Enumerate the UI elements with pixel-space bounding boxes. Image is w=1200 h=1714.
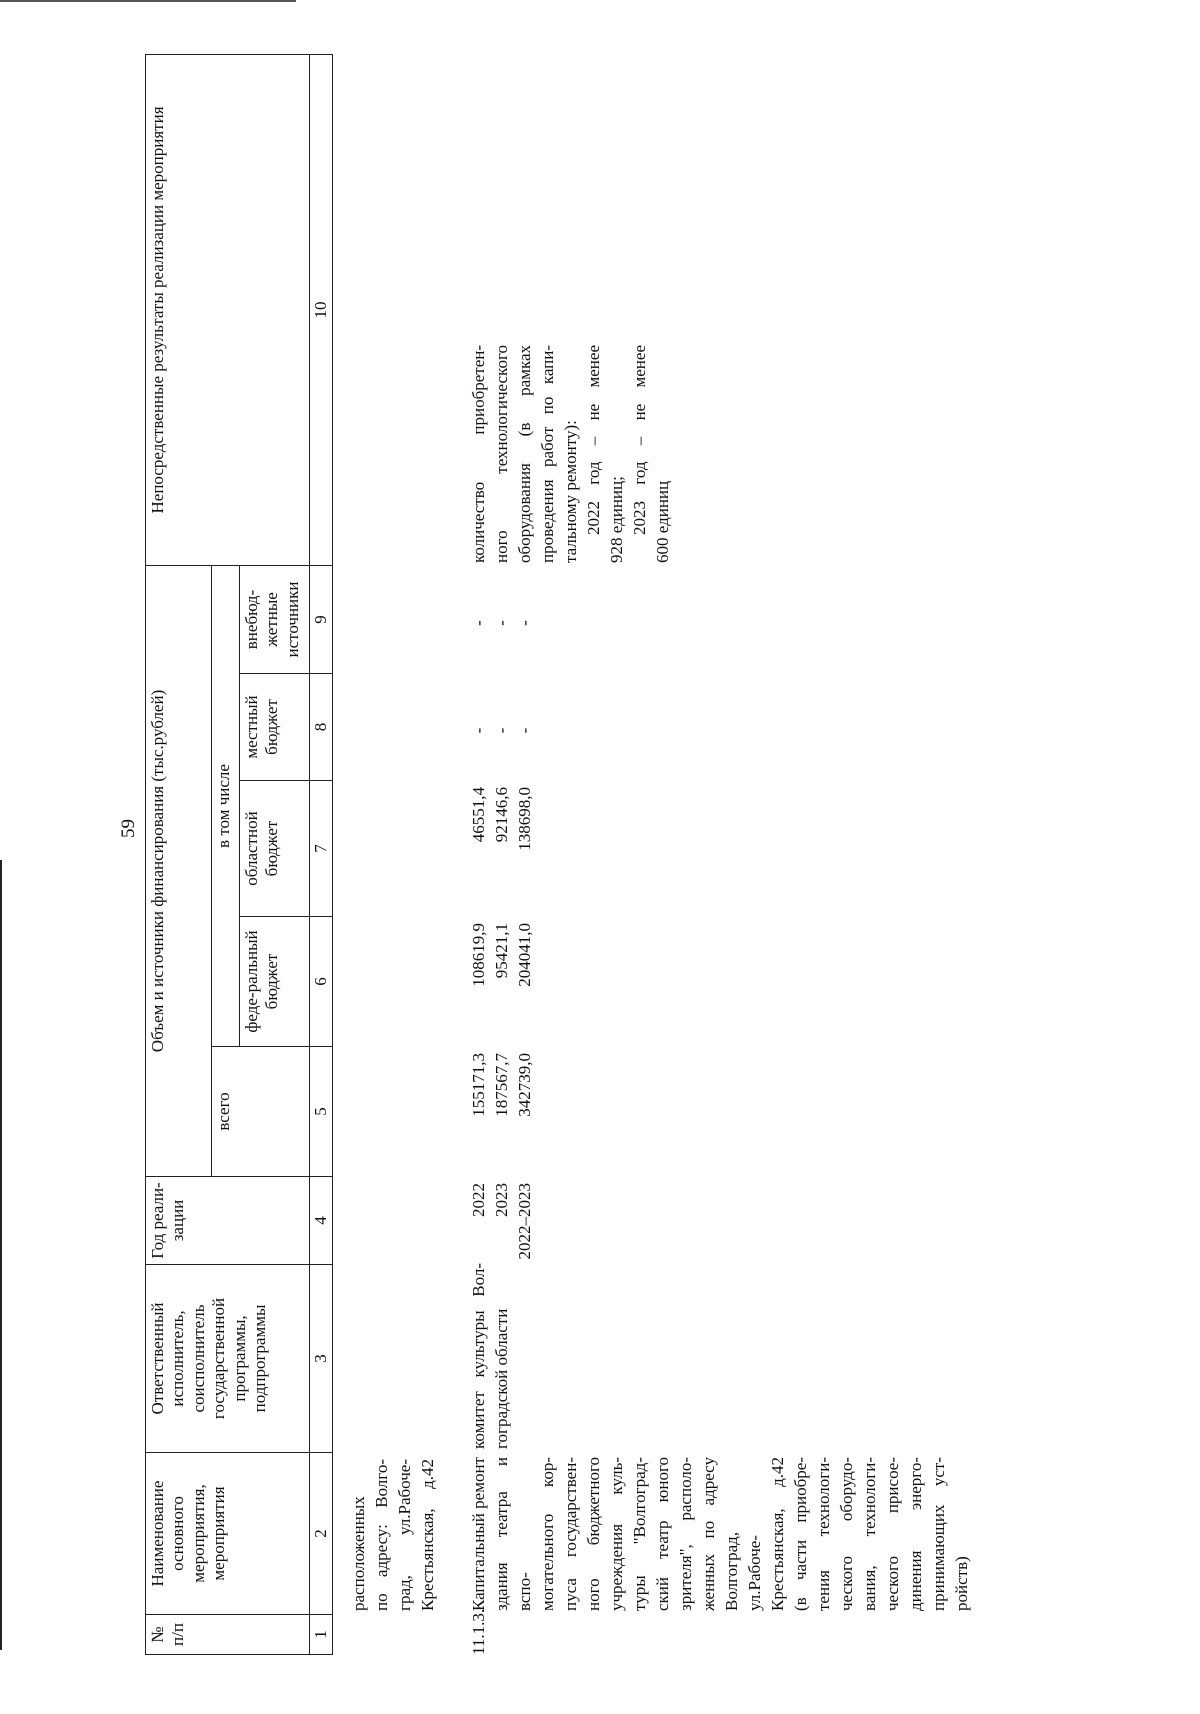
text-line: динения энерго- [906, 1457, 925, 1611]
text-line: тальному ремонту): [561, 420, 580, 563]
header-federal: феде-ральный бюджет [240, 917, 310, 1047]
text-line: расположенных [349, 1496, 368, 1611]
total-value: 187567,7 [492, 1053, 511, 1117]
text-line: ческого оборудо- [837, 1457, 856, 1611]
text-line: вания, технологи- [860, 1457, 879, 1611]
year-value: 2022–2023 [515, 1183, 534, 1260]
extra-value: - [515, 620, 534, 626]
text-line: 2022 год – не менее [584, 345, 603, 535]
text-line: ческого присое- [883, 1457, 902, 1611]
header-regional: областной бюджет [240, 781, 310, 917]
federal-value: 95421,1 [492, 923, 511, 979]
row-federal [467, 923, 536, 1047]
text-line: 928 единиц; [607, 476, 626, 563]
text-line: ного технологического [492, 345, 511, 563]
row-results [467, 345, 674, 563]
header-extra: внебюд-жетные источники [240, 565, 310, 673]
text-line: могательного кор- [538, 1457, 557, 1611]
text-line: 2023 год – не менее [630, 345, 649, 535]
column-number-row [310, 54, 333, 1654]
text-line: зрителя", располо- [676, 1457, 695, 1611]
header-including: в том числе [212, 565, 240, 1046]
column-number: 6 [310, 917, 333, 1047]
rotated-page [145, 55, 1200, 1655]
row-years [467, 1183, 536, 1265]
column-number: 7 [310, 781, 333, 917]
text-line: Крестьянская, д.42 [768, 1457, 787, 1611]
text-line: проведения работ по капи- [538, 345, 557, 563]
text-line: ский театр юного [653, 1457, 672, 1611]
text-line: Крестьянская, д.42 [418, 1459, 437, 1611]
text-line: (в части приобре- [791, 1457, 810, 1611]
federal-value: 204041,0 [515, 923, 534, 987]
page-number: 59 [118, 819, 139, 838]
regional-value: 92146,6 [492, 787, 511, 843]
text-line: Волгоград, ул.Рабоче- [722, 1531, 764, 1611]
extra-value: - [492, 620, 511, 626]
text-line: тения технологи- [814, 1457, 833, 1611]
regional-value: 46551,4 [469, 787, 488, 843]
column-number: 1 [310, 1615, 333, 1655]
column-number: 9 [310, 565, 333, 673]
regional-value: 138698,0 [515, 787, 534, 851]
header-name: Наименование основного мероприятия, мероприятия [146, 1453, 310, 1615]
row-extra [467, 572, 536, 674]
continuation-name [347, 1459, 439, 1611]
row-regional [467, 787, 536, 917]
text-line: гоградской области [492, 1308, 511, 1449]
header-executor: Ответственный исполнитель, соисполнитель государственной программы, подпрограммы [146, 1265, 310, 1453]
text-line: оборудования (в рамках [515, 345, 534, 563]
column-number: 3 [310, 1265, 333, 1453]
row-executor [467, 1263, 513, 1449]
column-number: 10 [310, 54, 333, 565]
header-results: Непосредственные результаты реализации мероприятия [146, 54, 310, 565]
text-line: Капитальный ремонт [469, 1457, 488, 1611]
year-value: 2023 [492, 1183, 511, 1217]
text-line: ного бюджетного [584, 1457, 603, 1611]
column-number: 2 [310, 1453, 333, 1615]
header-number: № п/п [146, 1615, 310, 1655]
local-value: - [469, 727, 488, 734]
header-year: Год реали-зации [146, 1177, 310, 1265]
text-line: учреждения куль- [607, 1457, 626, 1611]
text-line: женных по адресу [699, 1457, 718, 1611]
header-total: всего [212, 1047, 310, 1177]
scan-left-edge [0, 860, 2, 1650]
row-local [467, 680, 536, 781]
total-value: 342739,0 [515, 1053, 534, 1117]
text-line: по адресу: Волго- [372, 1459, 391, 1611]
column-number: 5 [310, 1047, 333, 1177]
local-value: - [515, 727, 534, 734]
extra-value: - [469, 620, 488, 626]
header-local: местный бюджет [240, 674, 310, 781]
text-line: 600 единиц [653, 480, 672, 563]
text-line: количество приобретен- [469, 345, 488, 563]
row-number: 11.1.3. [469, 1608, 488, 1655]
column-number: 4 [310, 1177, 333, 1265]
year-value: 2022 [469, 1183, 488, 1217]
header-table [145, 54, 333, 1655]
text-line: град, ул.Рабоче- [395, 1459, 414, 1611]
top-edge-line [0, 0, 296, 2]
text-line: комитет культуры Вол- [469, 1263, 488, 1449]
text-line: ройств) [952, 1556, 971, 1611]
federal-value: 108619,9 [469, 923, 488, 987]
text-line: туры "Волгоград- [630, 1457, 649, 1611]
header-financing: Объем и источники финансирования (тыс.рублей) [146, 565, 212, 1176]
row-name [467, 1457, 973, 1611]
column-number: 8 [310, 674, 333, 781]
local-value: - [492, 727, 511, 734]
text-line: здания театра и вспо- [492, 1457, 534, 1611]
total-value: 155171,3 [469, 1053, 488, 1117]
text-line: принимающих уст- [929, 1457, 948, 1611]
text-line: пуса государствен- [561, 1457, 580, 1611]
row-total [467, 1053, 536, 1177]
